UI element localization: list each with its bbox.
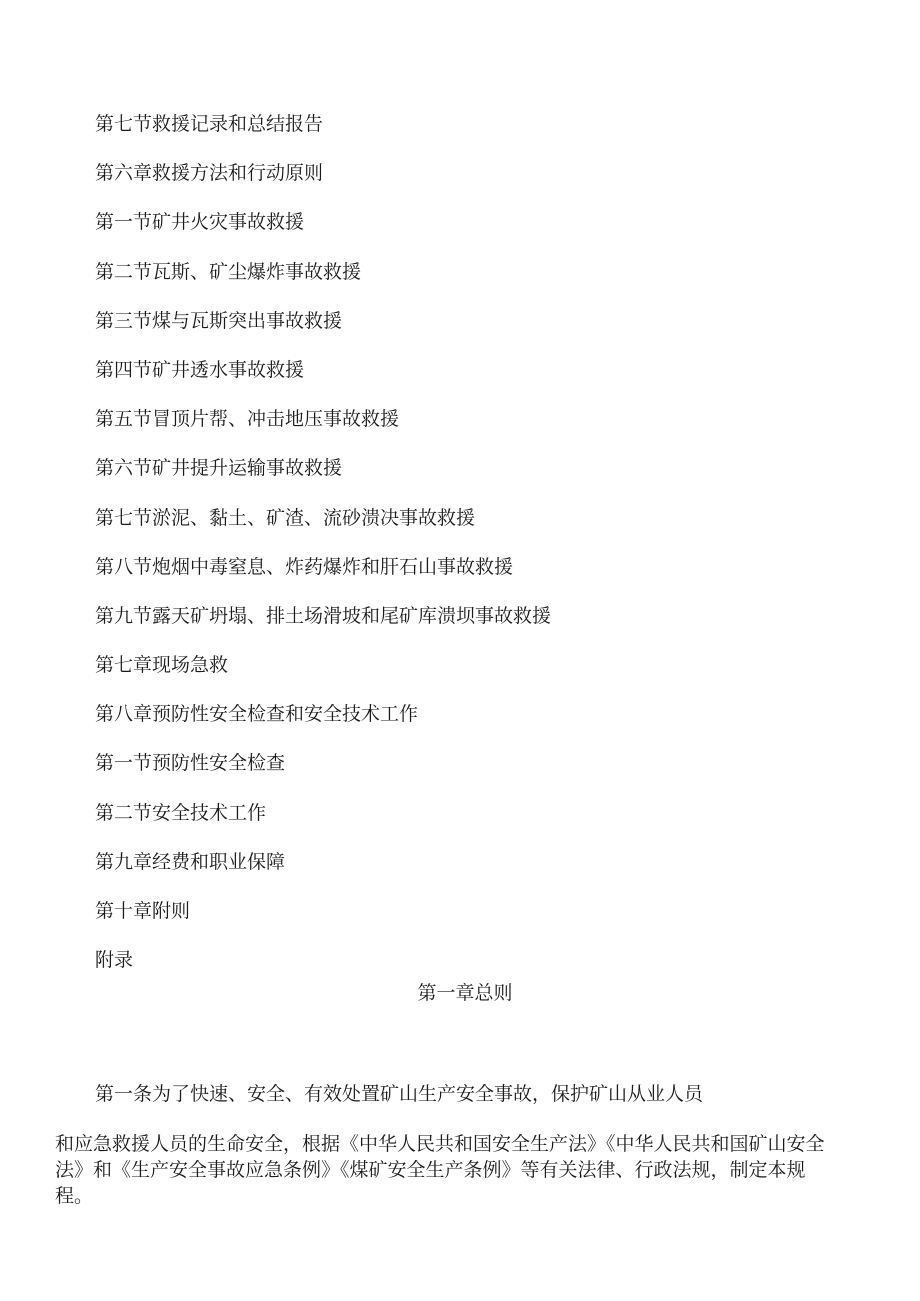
article-first-line: 第一条为了快速、安全、有效处置矿山生产安全事故，保护矿山从业人员 [95, 1083, 704, 1105]
article-body [55, 1131, 885, 1209]
toc-item: 第九章经费和职业保障 [95, 850, 286, 873]
article-line: 和应急救援人员的生命安全，根据《中华人民共和国安全生产法》《中华人民共和国矿山安全 [55, 1133, 825, 1155]
toc-item: 第七章现场急救 [95, 654, 229, 677]
toc-item: 第七节淤泥、黏土、矿渣、流砂溃决事故救援 [95, 506, 476, 529]
toc-item: 第八章预防性安全检查和安全技术工作 [95, 703, 419, 726]
toc-item: 第七节救援记录和总结报告 [95, 113, 324, 135]
toc-item: 第二节安全技术工作 [95, 801, 267, 824]
toc-item: 第四节矿井透水事故救援 [95, 358, 305, 381]
toc-item: 第五节冒顶片帮、冲击地压事故救援 [95, 408, 400, 431]
toc-item: 第一节矿井火灾事故救援 [95, 211, 305, 234]
toc-item: 第三节煤与瓦斯突出事故救援 [95, 309, 343, 332]
toc-item: 第八节炮烟中毒窒息、炸药爆炸和肝石山事故救援 [95, 555, 514, 578]
toc-item: 第一节预防性安全检查 [95, 752, 286, 775]
article-line: 法》和《生产安全事故应急条例》《煤矿安全生产条例》等有关法律、行政法规，制定本规 [55, 1159, 806, 1181]
toc-item: 第十章附则 [95, 900, 191, 922]
toc-item: 第九节露天矿坍塌、排土场滑坡和尾矿库溃坝事故救援 [95, 604, 552, 627]
toc-item: 第六节矿井提升运输事故救援 [95, 457, 343, 480]
toc-item: 第二节瓦斯、矿尘爆炸事故救援 [95, 260, 362, 283]
toc-item: 第六章救援方法和行动原则 [95, 162, 324, 185]
article-line: 程。 [55, 1185, 94, 1207]
table-of-contents [95, 110, 551, 995]
chapter-title: 第一章总则 [417, 982, 513, 1004]
toc-item: 附录 [95, 949, 134, 972]
